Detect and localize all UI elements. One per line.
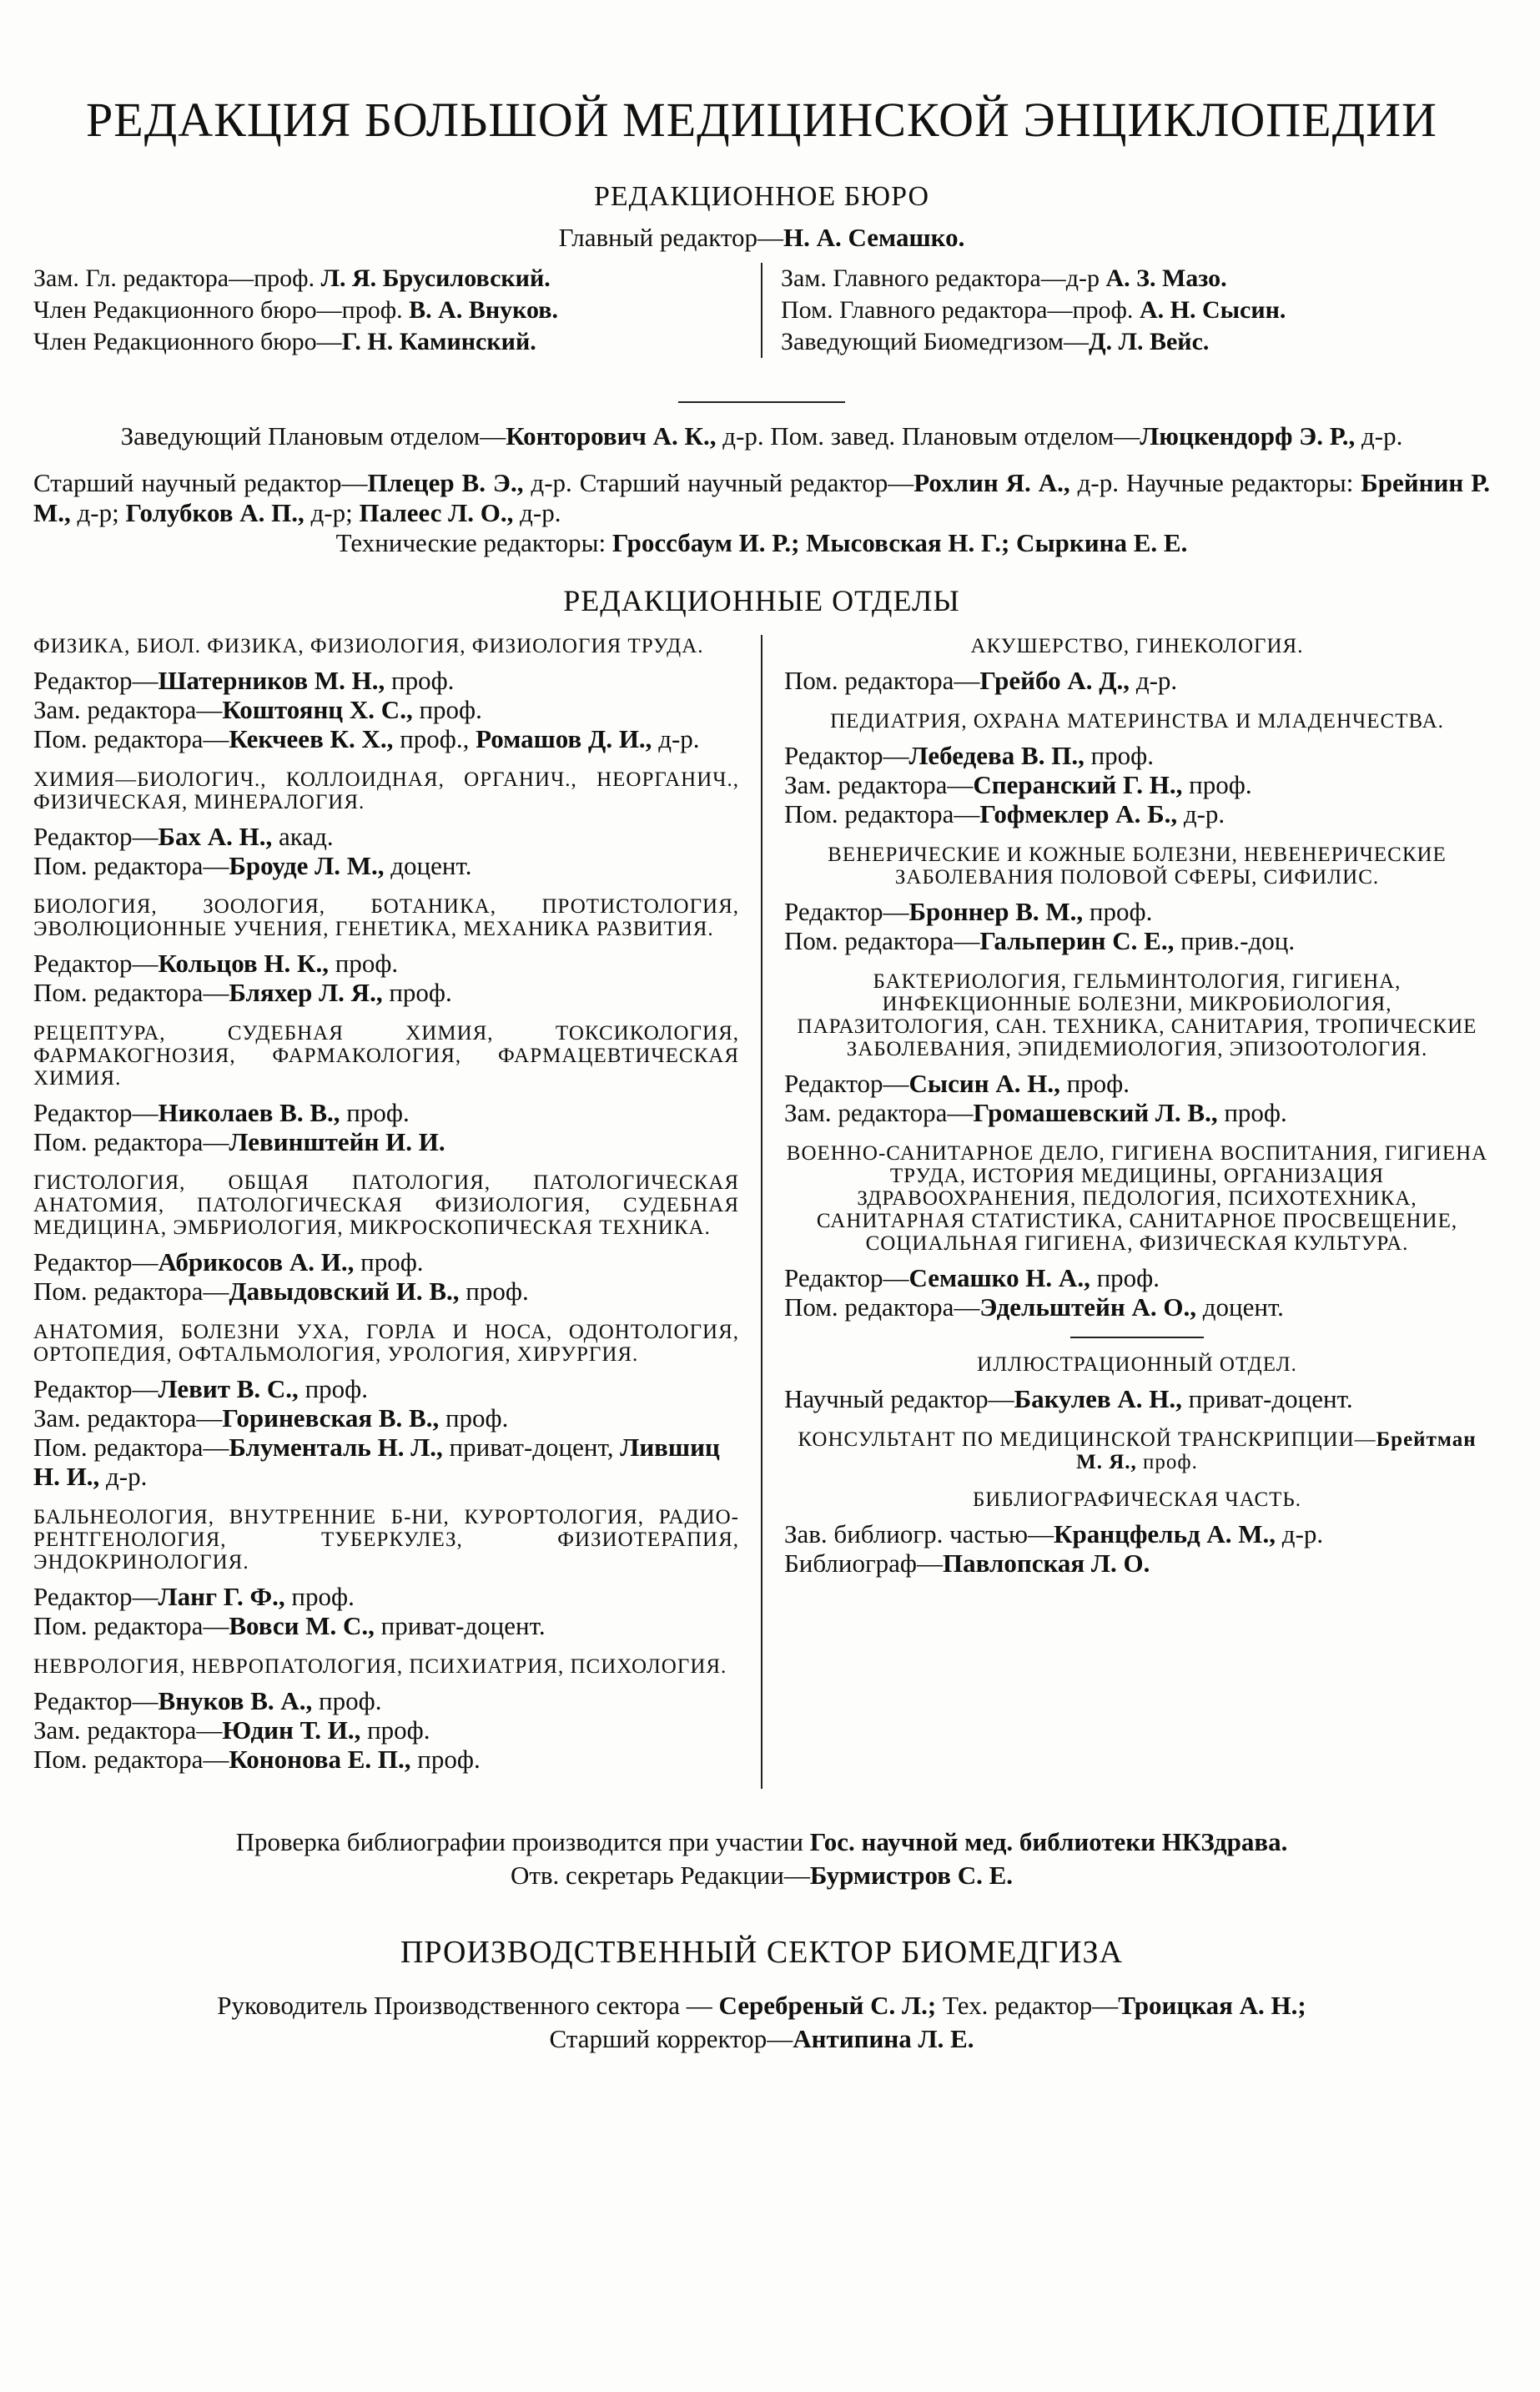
staff-line xyxy=(33,1127,739,1156)
staff-role: Редактор— xyxy=(784,1069,909,1098)
department-heading: ХИМИЯ—БИОЛОГИЧ., КОЛЛОИДНАЯ, ОРГАНИЧ., НЕОРГАНИЧ., ФИЗИЧЕСКАЯ, МИНЕРАЛОГИЯ. xyxy=(33,768,739,813)
staff-title: проф. xyxy=(382,978,452,1007)
bureau-member xyxy=(781,263,1490,295)
text: д-р; xyxy=(70,498,126,527)
person-name: Антипина Л. Е. xyxy=(793,2024,974,2053)
department xyxy=(33,1506,739,1640)
staff-line xyxy=(33,851,739,880)
staff-line xyxy=(784,1384,1490,1413)
department-heading: НЕВРОЛОГИЯ, НЕВРОПАТОЛОГИЯ, ПСИХИАТРИЯ, ПСИХОЛОГИЯ. xyxy=(33,1655,727,1678)
member-role: Пом. Главного редактора—проф. xyxy=(781,296,1140,324)
chief-editor-line xyxy=(33,223,1490,253)
staff-role: Пом. редактора— xyxy=(784,926,980,955)
department-heading: ГИСТОЛОГИЯ, ОБЩАЯ ПАТОЛОГИЯ, ПАТОЛОГИЧЕСКАЯ АНАТОМИЯ, ПАТОЛОГИЧЕСКАЯ ФИЗИОЛОГИЯ, СУДЕБНАЯ МЕДИЦИНА, ЭМБРИОЛОГИЯ, МИКРОСКОПИЧЕСКАЯ ТЕХНИКА. xyxy=(33,1171,739,1239)
department xyxy=(33,635,739,753)
consultant-role: КОНСУЛЬТАНТ ПО МЕДИЦИНСКОЙ ТРАНСКРИПЦИИ— xyxy=(798,1428,1376,1451)
staff-title: прив.-доц. xyxy=(1174,926,1296,955)
department-heading: БАЛЬНЕОЛОГИЯ, ВНУТРЕННИЕ Б-НИ, КУРОРТОЛОГИЯ, РАДИО-РЕНТГЕНОЛОГИЯ, ТУБЕРКУЛЕЗ, ФИЗИОТЕРАПИЯ, ЭНДОКРИНОЛОГИЯ. xyxy=(33,1506,739,1574)
staff-name: Кекчеев К. Х., xyxy=(229,724,394,753)
staff-title: д-р. xyxy=(1276,1519,1324,1549)
text: Отв. секретарь Редакции— xyxy=(510,1861,810,1890)
staff-role: Пом. редактора— xyxy=(33,1611,229,1640)
staff-role: Пом. редактора— xyxy=(33,1433,229,1462)
staff-title: д-р. xyxy=(1130,666,1178,695)
staff-title: проф. xyxy=(312,1686,382,1715)
staff-role: Пом. редактора— xyxy=(33,978,229,1007)
staff-name: Сперанский Г. Н., xyxy=(973,770,1183,799)
text: д-р. xyxy=(513,498,561,527)
tech-editors-line xyxy=(33,528,1490,558)
staff-role: Редактор— xyxy=(33,1247,159,1277)
bibliography-check-line xyxy=(33,1827,1490,1857)
staff-name: Кранцфельд А. М., xyxy=(1054,1519,1276,1549)
staff-line xyxy=(784,1098,1490,1127)
staff-title: проф. xyxy=(1084,741,1155,770)
staff-role: Зам. редактора— xyxy=(33,1715,223,1745)
text: Руководитель Производственного сектора — xyxy=(217,1991,719,2020)
staff-title: проф. xyxy=(385,666,455,695)
member-name: Л. Я. Брусиловский. xyxy=(320,264,551,292)
person-name: Палеес Л. О., xyxy=(359,498,514,527)
staff-line xyxy=(784,1069,1490,1098)
person-name: Бурмистров С. Е. xyxy=(809,1861,1014,1890)
staff-role: Зам. редактора— xyxy=(784,1098,974,1127)
staff-name: Семашко Н. А., xyxy=(908,1263,1090,1292)
staff-role: Пом. редактора— xyxy=(33,724,229,753)
corrector-line xyxy=(33,2024,1490,2054)
staff-name: Бакулев А. Н., xyxy=(1014,1384,1182,1413)
text: Технические редакторы: xyxy=(335,528,612,557)
divider xyxy=(1070,1337,1204,1338)
staff-name: Шатерников М. Н., xyxy=(158,666,385,695)
staff-name: Броннер В. М., xyxy=(908,897,1084,926)
member-name: А. Н. Сысин. xyxy=(1139,296,1286,324)
staff-name: Юдин Т. И., xyxy=(222,1715,361,1745)
staff-name: Лившиц Н. И., xyxy=(33,1433,720,1491)
divider xyxy=(678,401,845,403)
staff-title: доцент. xyxy=(1195,1292,1284,1322)
staff-title: проф. xyxy=(284,1582,355,1611)
department-heading: ВЕНЕРИЧЕСКИЕ И КОЖНЫЕ БОЛЕЗНИ, НЕВЕНЕРИЧЕСКИЕ ЗАБОЛЕВАНИЯ ПОЛОВОЙ СФЕРЫ, СИФИЛИС. xyxy=(828,843,1447,889)
text: Старший корректор— xyxy=(549,2024,793,2053)
staff-role: Редактор— xyxy=(33,1686,159,1715)
staff-line xyxy=(33,1686,739,1715)
staff-role: Зам. редактора— xyxy=(784,770,974,799)
staff-role: Пом. редактора— xyxy=(784,799,980,828)
staff-line xyxy=(33,1247,739,1277)
staff-name: Броуде Л. М., xyxy=(229,851,385,880)
staff-title: приват-доцент, xyxy=(442,1433,621,1462)
person-name: Гроссбаум И. Р.; Мысовская Н. Г.; Сыркина Е. Е. xyxy=(611,528,1188,557)
staff-title: акад. xyxy=(272,822,334,851)
text: д-р. Старший научный редактор— xyxy=(523,468,914,497)
department-heading: ФИЗИКА, БИОЛ. ФИЗИКА, ФИЗИОЛОГИЯ, ФИЗИОЛОГИЯ ТРУДА. xyxy=(33,635,704,657)
staff-line xyxy=(33,1433,739,1491)
bureau-member xyxy=(781,295,1490,326)
staff-title: проф. xyxy=(1090,1263,1160,1292)
staff-title: проф. xyxy=(340,1098,410,1127)
staff-line xyxy=(33,978,739,1007)
staff-line xyxy=(33,724,739,753)
staff-title: д-р. xyxy=(652,724,700,753)
staff-role: Редактор— xyxy=(33,822,159,851)
staff-title: проф. xyxy=(298,1374,368,1403)
staff-name: Кольцов Н. К., xyxy=(158,949,329,978)
staff-name: Лебедева В. П., xyxy=(908,741,1085,770)
departments xyxy=(33,635,1490,1789)
staff-role: Библиограф— xyxy=(784,1549,944,1578)
text: д-р. xyxy=(1355,421,1403,451)
staff-role: Редактор— xyxy=(784,1263,909,1292)
staff-name: Грейбо А. Д., xyxy=(979,666,1130,695)
staff-line xyxy=(784,666,1490,695)
staff-role: Пом. редактора— xyxy=(33,851,229,880)
chief-editor-name: Н. А. Семашко. xyxy=(783,223,965,252)
library-name: Гос. научной мед. библиотеки НКЗдрава. xyxy=(809,1827,1288,1856)
staff-title: проф. xyxy=(410,1745,481,1774)
staff-title: проф. xyxy=(1182,770,1252,799)
staff-name: Давыдовский И. В., xyxy=(229,1277,460,1306)
bureau-member xyxy=(33,263,742,295)
text: Тех. редактор— xyxy=(936,1991,1119,2020)
department-heading: АНАТОМИЯ, БОЛЕЗНИ УХА, ГОРЛА И НОСА, ОДОНТОЛОГИЯ, ОРТОПЕДИЯ, ОФТАЛЬМОЛОГИЯ, УРОЛОГИЯ, ХИРУРГИЯ. xyxy=(33,1321,739,1366)
text: д-р. Научные редакторы: xyxy=(1069,468,1361,497)
staff-name: Гофмеклер А. Б., xyxy=(979,799,1178,828)
text: д-р; xyxy=(304,498,360,527)
staff-role: Научный редактор— xyxy=(784,1384,1014,1413)
staff-title: проф., xyxy=(393,724,476,753)
staff-line xyxy=(33,1098,739,1127)
department-heading: РЕЦЕПТУРА, СУДЕБНАЯ ХИМИЯ, ТОКСИКОЛОГИЯ, ФАРМАКОГНОЗИЯ, ФАРМАКОЛОГИЯ, ФАРМАЦЕВТИЧЕСКАЯ ХИМИЯ. xyxy=(33,1022,739,1090)
staff-line xyxy=(33,1582,739,1611)
department xyxy=(784,1142,1490,1322)
staff-name: Блументаль Н. Л., xyxy=(229,1433,443,1462)
department-transcription xyxy=(784,1428,1490,1473)
staff-line xyxy=(784,1549,1490,1578)
text: Старший научный редактор— xyxy=(33,468,368,497)
bureau-member xyxy=(33,326,742,358)
departments-left-column xyxy=(33,635,762,1789)
bureau-member xyxy=(781,326,1490,358)
staff-role: Зав. библиогр. частью— xyxy=(784,1519,1054,1549)
chief-editor-label: Главный редактор— xyxy=(558,223,784,252)
staff-title: проф. xyxy=(459,1277,529,1306)
staff-name: Брейтман М. Я., xyxy=(1076,1428,1477,1473)
staff-role: Редактор— xyxy=(33,1098,159,1127)
staff-line xyxy=(784,1263,1490,1292)
staff-name: Громашевский Л. В., xyxy=(973,1098,1218,1127)
department-illustration xyxy=(784,1353,1490,1413)
staff-role: Пом. редактора— xyxy=(784,666,980,695)
staff-line xyxy=(33,1277,739,1306)
staff-line xyxy=(33,949,739,978)
member-role: Зам. Гл. редактора—проф. xyxy=(33,264,321,292)
department xyxy=(33,1022,739,1156)
staff-name: Гальперин С. Е., xyxy=(979,926,1175,955)
department xyxy=(784,635,1490,695)
staff-line xyxy=(784,741,1490,770)
staff-role: Редактор— xyxy=(784,897,909,926)
text: д-р. Пом. завед. Плановым отделом— xyxy=(716,421,1140,451)
department xyxy=(33,1171,739,1306)
staff-role: Пом. редактора— xyxy=(33,1745,229,1774)
staff-title: проф. xyxy=(439,1403,509,1433)
person-name: Рохлин Я. А., xyxy=(913,468,1070,497)
staff-title: проф. xyxy=(412,695,482,724)
staff-title: д-р. xyxy=(1177,799,1225,828)
member-role: Заведующий Биомедгизом— xyxy=(781,328,1089,355)
text: Проверка библиографии производится при участии xyxy=(235,1827,810,1856)
staff-line xyxy=(784,1519,1490,1549)
staff-role: Пом. редактора— xyxy=(784,1292,980,1322)
member-name: Г. Н. Каминский. xyxy=(341,328,536,355)
staff-title: доцент. xyxy=(384,851,472,880)
departments-right-column xyxy=(762,635,1490,1789)
bureau-member xyxy=(33,295,742,326)
staff-line xyxy=(784,897,1490,926)
staff-line xyxy=(33,1611,739,1640)
member-role: Член Редакционного бюро— xyxy=(33,328,342,355)
person-name: Плецер В. Э., xyxy=(367,468,524,497)
staff-line xyxy=(33,1745,739,1774)
staff-line xyxy=(784,926,1490,955)
staff-title: д-р. xyxy=(99,1462,148,1491)
person-name: Люцкендорф Э. Р., xyxy=(1140,421,1356,451)
department xyxy=(33,895,739,1007)
person-name: Конторович А. К., xyxy=(506,421,717,451)
staff-name: Абрикосов А. И., xyxy=(158,1247,355,1277)
planning-paragraph xyxy=(33,421,1490,451)
production-title: ПРОИЗВОДСТВЕННЫЙ СЕКТОР БИОМЕДГИЗА xyxy=(400,1935,1124,1970)
department-heading: ПЕДИАТРИЯ, ОХРАНА МАТЕРИНСТВА И МЛАДЕНЧЕСТВА. xyxy=(830,710,1444,733)
department xyxy=(33,768,739,880)
staff-role: Редактор— xyxy=(33,666,159,695)
staff-name: Николаев В. В., xyxy=(158,1098,340,1127)
production-head-line xyxy=(33,1991,1490,2021)
department xyxy=(33,1321,739,1491)
member-name: В. А. Внуков. xyxy=(409,296,558,324)
staff-line xyxy=(33,822,739,851)
staff-title: проф. xyxy=(354,1247,424,1277)
right-departments-list xyxy=(784,635,1490,1322)
department-heading: БИБЛИОГРАФИЧЕСКАЯ ЧАСТЬ. xyxy=(972,1488,1302,1511)
staff-name: Левинштейн И. И. xyxy=(229,1127,445,1156)
department-heading: АКУШЕРСТВО, ГИНЕКОЛОГИЯ. xyxy=(970,635,1304,657)
person-name: Голубков А. П., xyxy=(125,498,304,527)
senior-editors-paragraph xyxy=(33,468,1490,528)
staff-name: Сысин А. Н., xyxy=(908,1069,1060,1098)
member-role: Зам. Главного редактора—д-р xyxy=(781,264,1106,292)
staff-title: проф. xyxy=(1136,1451,1198,1473)
staff-title: проф. xyxy=(1217,1098,1287,1127)
staff-name: Бляхер Л. Я., xyxy=(229,978,383,1007)
staff-name: Гориневская В. В., xyxy=(222,1403,440,1433)
bureau-title: РЕДАКЦИОННОЕ БЮРО xyxy=(593,181,930,212)
department xyxy=(784,970,1490,1127)
staff-line xyxy=(33,695,739,724)
bureau-right-column xyxy=(762,263,1490,358)
staff-line xyxy=(33,1403,739,1433)
staff-title: проф. xyxy=(360,1715,430,1745)
staff-line xyxy=(784,799,1490,828)
person-name: Серебреный С. Л.; xyxy=(718,1991,937,2020)
staff-name: Коштоянц Х. С., xyxy=(222,695,413,724)
staff-title: приват-доцент. xyxy=(374,1611,546,1640)
staff-name: Ромашов Д. И., xyxy=(476,724,652,753)
staff-line xyxy=(784,1292,1490,1322)
department-heading xyxy=(784,1428,1490,1473)
staff-line xyxy=(33,666,739,695)
department xyxy=(784,710,1490,828)
bureau-left-column xyxy=(33,263,762,358)
staff-line xyxy=(784,770,1490,799)
staff-name: Кононова Е. П., xyxy=(229,1745,411,1774)
staff-title: проф. xyxy=(329,949,399,978)
staff-role: Пом. редактора— xyxy=(33,1277,229,1306)
staff-role: Зам. редактора— xyxy=(33,1403,223,1433)
staff-title: приват-доцент. xyxy=(1181,1384,1353,1413)
department-heading: БАКТЕРИОЛОГИЯ, ГЕЛЬМИНТОЛОГИЯ, ГИГИЕНА, ИНФЕКЦИОННЫЕ БОЛЕЗНИ, МИКРОБИОЛОГИЯ, ПАРАЗИТОЛОГИЯ, САН. ТЕХНИКА, САНИТАРИЯ, ТРОПИЧЕСКИЕ ЗАБОЛЕВАНИЯ, ЭПИДЕМИОЛОГИЯ, ЭПИЗООТОЛОГИЯ. xyxy=(797,970,1477,1060)
footer xyxy=(33,1827,1490,1891)
staff-name: Эдельштейн А. О., xyxy=(979,1292,1196,1322)
text: Заведующий Плановым отделом— xyxy=(120,421,506,451)
department xyxy=(33,1655,739,1774)
member-name: А. З. Мазо. xyxy=(1105,264,1227,292)
person-name: Троицкая А. Н.; xyxy=(1118,1991,1306,2020)
staff-name: Ланг Г. Ф., xyxy=(158,1582,285,1611)
staff-role: Редактор— xyxy=(784,741,909,770)
staff-role: Редактор— xyxy=(33,949,159,978)
staff-line xyxy=(33,1715,739,1745)
staff-name: Бах А. Н., xyxy=(158,822,273,851)
department-heading: БИОЛОГИЯ, ЗООЛОГИЯ, БОТАНИКА, ПРОТИСТОЛОГИЯ, ЭВОЛЮЦИОННЫЕ УЧЕНИЯ, ГЕНЕТИКА, МЕХАНИКА РАЗВИТИЯ. xyxy=(33,895,739,940)
staff-name: Левит В. С., xyxy=(158,1374,299,1403)
member-name: Д. Л. Вейс. xyxy=(1088,328,1210,355)
staff-role: Пом. редактора— xyxy=(33,1127,229,1156)
page-title: РЕДАКЦИЯ БОЛЬШОЙ МЕДИЦИНСКОЙ ЭНЦИКЛОПЕДИИ xyxy=(86,93,1437,147)
staff-name: Внуков В. А., xyxy=(158,1686,313,1715)
staff-role: Редактор— xyxy=(33,1374,159,1403)
staff-line xyxy=(33,1374,739,1403)
department-heading: ИЛЛЮСТРАЦИОННЫЙ ОТДЕЛ. xyxy=(977,1353,1297,1376)
departments-title: РЕДАКЦИОННЫЕ ОТДЕЛЫ xyxy=(563,584,960,617)
department-bibliography xyxy=(784,1488,1490,1578)
staff-title: проф. xyxy=(1059,1069,1130,1098)
staff-name: Павлопская Л. О. xyxy=(943,1549,1150,1578)
staff-title: проф. xyxy=(1083,897,1153,926)
person-name: Брейнин Р. М., xyxy=(33,468,1491,527)
member-role: Член Редакционного бюро—проф. xyxy=(33,296,410,324)
staff-role: Зам. редактора— xyxy=(33,695,223,724)
bureau-members xyxy=(33,263,1490,358)
staff-name: Вовси М. С., xyxy=(229,1611,375,1640)
department xyxy=(784,843,1490,955)
staff-role: Редактор— xyxy=(33,1582,159,1611)
secretary-line xyxy=(33,1861,1490,1891)
department-heading: ВОЕННО-САНИТАРНОЕ ДЕЛО, ГИГИЕНА ВОСПИТАНИЯ, ГИГИЕНА ТРУДА, ИСТОРИЯ МЕДИЦИНЫ, ОРГАНИЗАЦИЯ ЗДРАВООХРАНЕНИЯ, ПЕДОЛОГИЯ, ПСИХОТЕХНИКА, САНИТАРНАЯ СТАТИСТИКА, САНИТАРНОЕ ПРОСВЕЩЕНИЕ, СОЦИАЛЬНАЯ ГИГИЕНА, ФИЗИЧЕСКАЯ КУЛЬТУРА. xyxy=(786,1142,1488,1255)
